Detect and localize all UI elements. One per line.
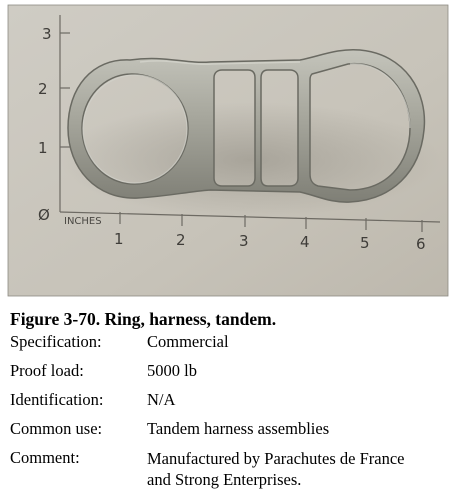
spec-row-specification bbox=[10, 332, 450, 352]
spec-value: Tandem harness assemblies bbox=[147, 419, 330, 438]
y-tick-label: 3 bbox=[42, 25, 52, 43]
spec-row-common-use bbox=[10, 419, 450, 439]
spec-value: Commercial bbox=[147, 332, 229, 351]
spec-table bbox=[10, 332, 450, 499]
spec-label: Comment: bbox=[10, 448, 80, 467]
figure-caption: Figure 3-70. Ring, harness, tandem. bbox=[10, 309, 277, 329]
spec-row-identification bbox=[10, 390, 450, 410]
y-tick-label: 2 bbox=[38, 80, 48, 98]
spec-label: Specification: bbox=[10, 332, 102, 351]
ring-shadow bbox=[60, 102, 440, 218]
spec-row-comment bbox=[10, 448, 450, 490]
spec-label: Common use: bbox=[10, 419, 103, 438]
ruler-zero-label: Ø bbox=[38, 206, 50, 224]
ruler-unit-label: INCHES bbox=[64, 216, 102, 227]
y-tick-label: 1 bbox=[38, 139, 48, 157]
spec-value: N/A bbox=[147, 390, 176, 409]
x-tick-label: 3 bbox=[239, 232, 249, 250]
spec-value-line: Manufactured by Parachutes de France bbox=[147, 449, 405, 468]
spec-label: Proof load: bbox=[10, 361, 84, 380]
x-tick-label: 4 bbox=[300, 233, 310, 251]
x-tick-label: 2 bbox=[176, 231, 186, 249]
spec-value: 5000 lb bbox=[147, 361, 197, 380]
x-tick-label: 5 bbox=[360, 234, 370, 252]
x-tick-label: 1 bbox=[114, 230, 124, 248]
spec-label: Identification: bbox=[10, 390, 104, 409]
spec-value bbox=[147, 448, 450, 490]
spec-value-line: and Strong Enterprises. bbox=[147, 470, 302, 489]
spec-row-proof-load bbox=[10, 361, 450, 381]
x-tick-label: 6 bbox=[416, 235, 426, 253]
